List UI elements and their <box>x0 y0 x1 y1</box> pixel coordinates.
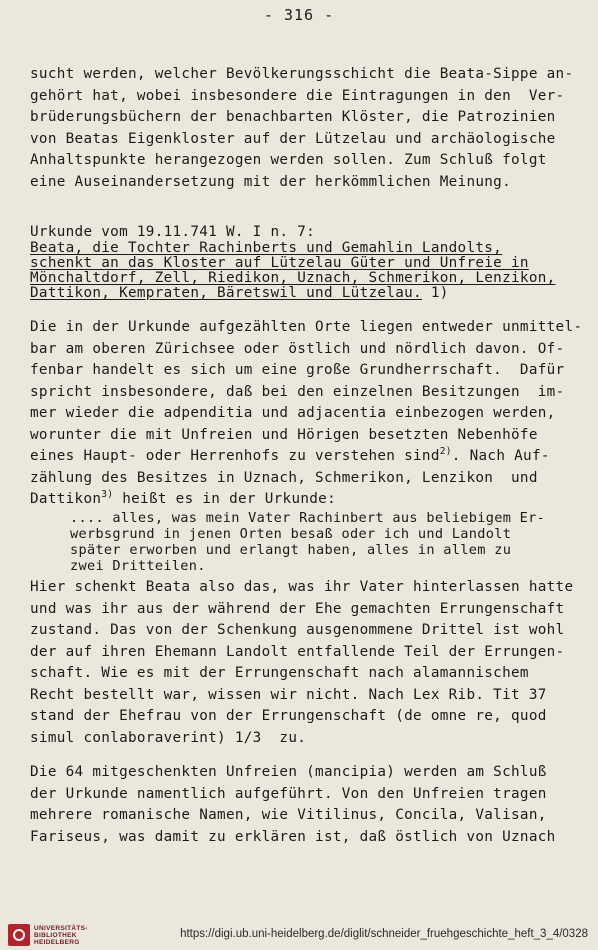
paragraph-4 <box>30 762 560 848</box>
text-line: Die in der Urkunde aufgezählten Orte liegen entweder unmittel- <box>30 319 583 335</box>
text-line: bar am oberen Zürichsee oder östlich und nördlich davon. Of- <box>30 340 565 357</box>
text-line: der auf ihren Ehemann Landolt entfallende Teil der Errungen- <box>30 643 565 660</box>
paragraph-3 <box>30 577 574 749</box>
text-line: brüderungsbüchern der benachbarten Klöster, die Patrozinien <box>30 109 556 125</box>
page-number: - 316 - <box>263 6 335 24</box>
library-logo-icon <box>8 924 30 946</box>
block-quote <box>70 510 570 574</box>
paragraph-2 <box>30 317 583 511</box>
text-line: Fariseus, was damit zu erklären ist, daß östlich von Uznach <box>30 828 556 845</box>
paragraph-1 <box>30 64 574 193</box>
footer-bar <box>0 920 598 950</box>
text-line: Anhaltspunkte herangezogen werden sollen. Zum Schluß folgt <box>30 152 547 168</box>
text-line: sucht werden, welcher Bevölkerungsschicht die Beata-Sippe an- <box>30 66 574 82</box>
text-line: und was ihr aus der während der Ehe gemachten Errungenschaft <box>30 600 565 617</box>
text-line: eines Haupt- oder Herrenhofs zu verstehen sind$^{2)}$. Nach Auf- <box>30 446 550 464</box>
urkunde-block <box>30 223 560 301</box>
text-line: zustand. Das von der Schenkung ausgenommene Drittel ist wohl <box>30 622 565 638</box>
quote-line: .... alles, was mein Vater Rachinbert aus beliebigem Er- <box>70 510 546 526</box>
text-line: Dattikon$^{3)}$ heißt es in der Urkunde: <box>30 489 336 507</box>
text-line: eine Auseinandersetzung mit der herkömmlichen Meinung. <box>30 173 512 190</box>
urkunde-line: schenkt an das Kloster auf Lützelau Güter und Unfreie in <box>30 255 529 271</box>
text-line: spricht insbesondere, daß bei den einzelnen Besitzungen im- <box>30 383 565 400</box>
text-line: Die 64 mitgeschenkten Unfreien (mancipia) werden am Schluß <box>30 764 547 780</box>
text-line: mehrere romanische Namen, wie Vitilinus, Concila, Valisan, <box>30 807 547 823</box>
text-line: der Urkunde namentlich aufgeführt. Von den Unfreien tragen <box>30 785 547 802</box>
footnote-ref: 3) <box>101 489 114 501</box>
text-line: stand der Ehefrau von der Errungenschaft (de omne re, quod <box>30 708 547 724</box>
text-line: von Beatas Eigenkloster auf der Lützelau und archäologische <box>30 130 556 147</box>
quote-line: werbsgrund in jenen Orten besaß oder ich und Landolt <box>70 526 512 542</box>
source-url-link[interactable]: https://digi.ub.uni-heidelberg.de/diglit/schneider_fruehgeschichte_heft_3_4/0328 <box>180 928 588 940</box>
library-name: UNIVERSITÄTS- BIBLIOTHEK HEIDELBERG <box>34 925 88 946</box>
text-line: worunter die mit Unfreien und Hörigen besetzten Nebenhöfe <box>30 426 538 443</box>
text-line: schaft. Wie es mit der Errungenschaft nach alamannischem <box>30 665 529 681</box>
urkunde-line: Mönchaltdorf, Zell, Riedikon, Uznach, Schmerikon, Lenzikon, <box>30 270 556 286</box>
text-line: zählung des Besitzes in Uznach, Schmerikon, Lenzikon und <box>30 469 538 486</box>
urkunde-line: Beata, die Tochter Rachinberts und Gemahlin Landolts, <box>30 240 503 256</box>
text-line: gehört hat, wobei insbesondere die Eintragungen in den Ver- <box>30 87 565 104</box>
urkunde-heading: Urkunde vom 19.11.741 W. I n. 7: <box>30 224 316 240</box>
text-line: mer wieder die adpenditia und adjacentia einbezogen werden, <box>30 405 556 421</box>
text-line: Recht bestellt war, wissen wir nicht. Nach Lex Rib. Tit 37 <box>30 686 547 703</box>
text-line: Hier schenkt Beata also das, was ihr Vater hinterlassen hatte <box>30 579 574 595</box>
urkunde-line: Dattikon, Kempraten, Bäretswil und Lützelau. <box>30 285 422 301</box>
footnote-ref: 2) <box>439 446 452 458</box>
text-line: simul conlaboraverint) 1/3 zu. <box>30 729 307 746</box>
quote-line: zwei Dritteilen. <box>70 558 206 574</box>
quote-line: später erworben und erlangt haben, alles in allem zu <box>70 542 512 558</box>
text-line: fenbar handelt es sich um eine große Grundherrschaft. Dafür <box>30 362 565 378</box>
footnote-ref: 1) <box>421 285 449 301</box>
